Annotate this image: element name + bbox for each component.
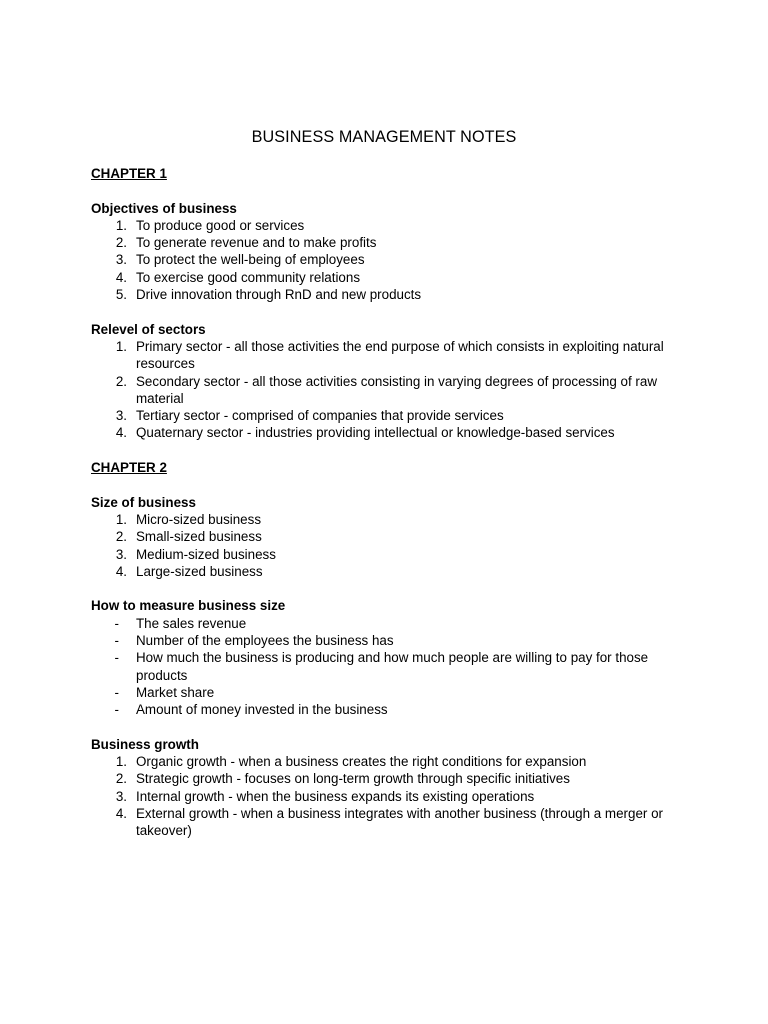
chapter-2-heading: CHAPTER 2 bbox=[91, 460, 167, 476]
growth-heading: Business growth bbox=[91, 736, 199, 752]
list-item: - How much the business is producing and how much people are willing to pay for those products bbox=[114, 650, 649, 683]
list-item: 1. To produce good or services bbox=[115, 217, 305, 233]
list-item: 4. External growth - when a business integrates with another business (through a merger or takeover) bbox=[115, 805, 663, 839]
list-item: 4. Large-sized business bbox=[115, 563, 263, 579]
list-item: 2. To generate revenue and to make profits bbox=[115, 235, 377, 251]
list-item: 2. Strategic growth - focuses on long-term growth through specific initiatives bbox=[115, 771, 570, 787]
measure-list bbox=[91, 615, 691, 719]
measure-heading: How to measure business size bbox=[91, 598, 286, 614]
list-item: 2. Small-sized business bbox=[115, 529, 262, 545]
list-item: 4. To exercise good community relations bbox=[115, 269, 361, 285]
list-item: 3. Medium-sized business bbox=[115, 546, 276, 562]
list-item: - Amount of money invested in the business bbox=[114, 702, 388, 718]
list-item: - The sales revenue bbox=[114, 615, 247, 631]
growth-list bbox=[91, 753, 691, 839]
list-item: 3. Tertiary sector - comprised of companies that provide services bbox=[115, 408, 504, 424]
list-item: 4. Quaternary sector - industries providing intellectual or knowledge-based services bbox=[115, 425, 615, 441]
chapter-1-heading: CHAPTER 1 bbox=[91, 166, 167, 181]
list-item: - Market share bbox=[114, 684, 215, 700]
document-title: BUSINESS MANAGEMENT NOTES bbox=[251, 128, 517, 146]
document-body bbox=[91, 165, 691, 840]
objectives-heading: Objectives of business bbox=[91, 200, 237, 216]
list-item: - Number of the employees the business has bbox=[114, 633, 394, 649]
size-list bbox=[91, 511, 691, 580]
size-heading: Size of business bbox=[91, 494, 196, 510]
list-item: 3. To protect the well-being of employees bbox=[115, 252, 365, 268]
objectives-list bbox=[91, 217, 691, 303]
list-item: 5. Drive innovation through RnD and new products bbox=[115, 287, 422, 303]
sectors-list bbox=[91, 338, 691, 442]
list-item: 1. Micro-sized business bbox=[115, 511, 262, 527]
sectors-heading: Relevel of sectors bbox=[91, 321, 206, 337]
list-item: 2. Secondary sector - all those activities consisting in varying degrees of processing of raw material bbox=[115, 373, 657, 406]
list-item: 1. Primary sector - all those activities the end purpose of which consists in exploiting natural resources bbox=[115, 338, 664, 372]
list-item: 3. Internal growth - when the business expands its existing operations bbox=[115, 788, 535, 804]
list-item: 1. Organic growth - when a business creates the right conditions for expansion bbox=[115, 754, 587, 770]
